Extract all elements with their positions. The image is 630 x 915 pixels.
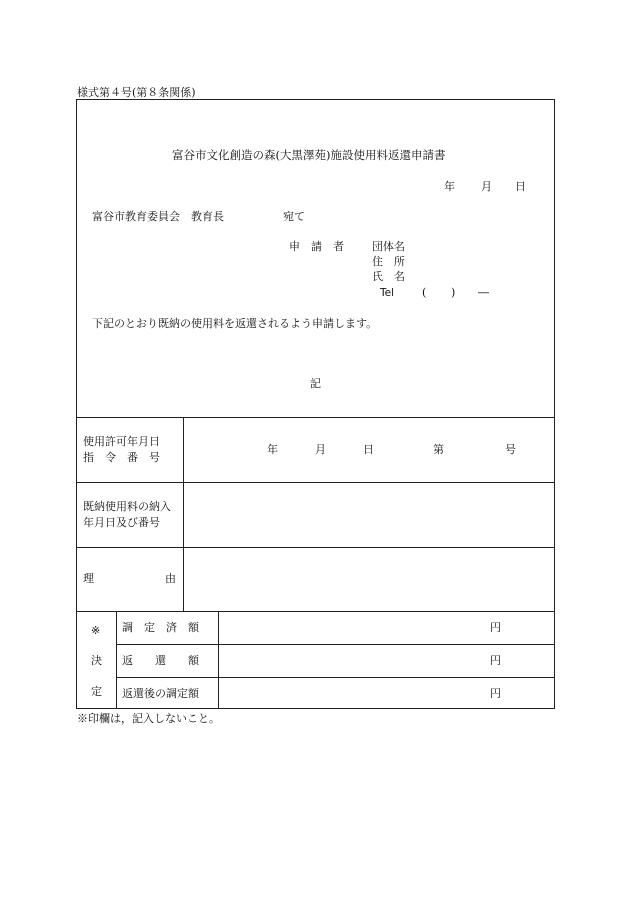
row3-label-right: 由 xyxy=(165,572,176,585)
date-year: 年 xyxy=(444,180,455,193)
table-divider-top xyxy=(76,417,555,418)
decision-row-unit: 円 xyxy=(490,621,501,634)
decision-label-top: 決 xyxy=(91,654,102,667)
applicant-group-name: 団体名 xyxy=(372,240,405,253)
tel-paren-close: ) xyxy=(451,286,456,299)
row1-day: 日 xyxy=(363,443,374,456)
label-column-divider xyxy=(183,417,184,611)
form-title: 富谷市文化創造の森(大黒澤苑)施設使用料返還申請書 xyxy=(172,148,446,162)
tel-dash: ― xyxy=(478,286,489,299)
table-divider-row3 xyxy=(76,547,555,548)
row2-label-line2: 年月日及び番号 xyxy=(83,516,160,529)
row2-label-line1: 既納使用料の納入 xyxy=(83,500,171,513)
decision-mark: ※ xyxy=(91,624,101,637)
row1-label-line1: 使用許可年月日 xyxy=(83,435,160,448)
row1-go: 号 xyxy=(505,443,516,456)
addressee: 富谷市教育委員会 教育長 xyxy=(92,210,224,223)
decision-row-unit: 円 xyxy=(490,654,501,667)
decision-label-divider xyxy=(218,611,219,709)
table-divider-row2 xyxy=(76,482,555,483)
row1-year: 年 xyxy=(267,443,278,456)
row1-month: 月 xyxy=(315,443,326,456)
decision-row-label: 調 定 済 額 xyxy=(122,621,199,634)
row3-label-left: 理 xyxy=(83,572,94,585)
decision-divider-2 xyxy=(116,677,555,678)
decision-row-label: 返 還 額 xyxy=(122,654,199,667)
tel-paren-open: ( xyxy=(422,286,427,299)
row1-label-line2: 指 令 番 号 xyxy=(83,451,160,464)
row1-dai: 第 xyxy=(433,443,444,456)
addressee-suffix: 宛て xyxy=(283,210,305,223)
decision-row-unit: 円 xyxy=(490,687,501,700)
applicant-tel: Tel xyxy=(380,287,395,299)
date-day: 日 xyxy=(515,180,526,193)
applicant-address: 住 所 xyxy=(372,255,405,268)
applicant-label: 申 請 者 xyxy=(289,240,344,253)
decision-row-label: 返還後の調定額 xyxy=(122,687,199,700)
decision-mark-divider xyxy=(116,611,117,709)
date-month: 月 xyxy=(481,180,492,193)
form-number: 様式第４号(第８条関係) xyxy=(77,86,196,99)
table-divider-decision xyxy=(76,611,555,612)
footnote: ※印欄は，記入しないこと。 xyxy=(77,712,220,725)
decision-divider-1 xyxy=(116,644,555,645)
ki-label: 記 xyxy=(310,377,321,390)
request-text: 下記のとおり既納の使用料を返還されるよう申請します。 xyxy=(92,317,378,330)
decision-label-bottom: 定 xyxy=(91,685,102,698)
applicant-name: 氏 名 xyxy=(372,270,405,283)
